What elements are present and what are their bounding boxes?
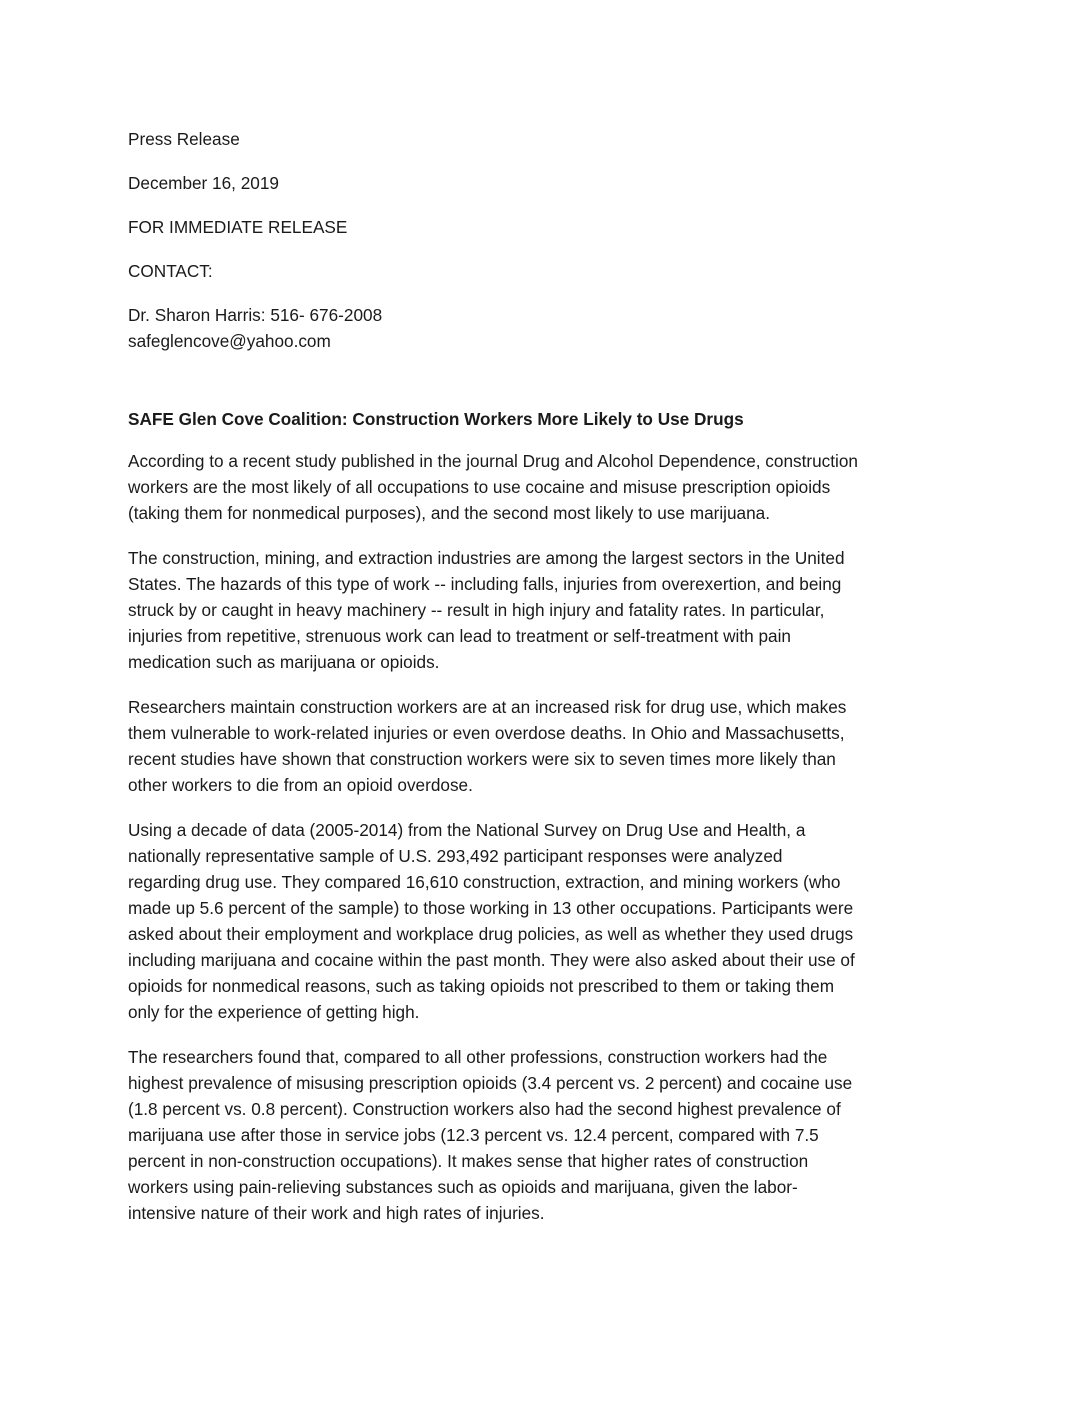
paragraph-line: workers are the most likely of all occupations to use cocaine and misuse prescription opioids [128,477,831,497]
paragraph-line: marijuana use after those in service jobs (12.3 percent vs. 12.4 percent, compared with 7.5 [128,1125,819,1145]
paragraph-line: workers using pain-relieving substances such as opioids and marijuana, given the labor- [128,1177,798,1197]
paragraph-line: nationally representative sample of U.S. 293,492 participant responses were analyzed [128,846,783,866]
paragraph-line: percent in non-construction occupations). It makes sense that higher rates of construction [128,1151,809,1171]
document-body [128,126,958,1245]
paragraph-line: regarding drug use. They compared 16,610 construction, extraction, and mining workers (who [128,872,841,892]
paragraph-line: (1.8 percent vs. 0.8 percent). Construction workers also had the second highest prevalence of [128,1099,841,1119]
paragraph-line: other workers to die from an opioid overdose. [128,775,473,795]
paragraph-line: Using a decade of data (2005-2014) from the National Survey on Drug Use and Health, a [128,820,806,840]
paragraph-line: Researchers maintain construction workers are at an increased risk for drug use, which makes [128,697,847,717]
paragraph-line: medication such as marijuana or opioids. [128,652,440,672]
paragraph-line: recent studies have shown that construction workers were six to seven times more likely than [128,749,836,769]
contact-email[interactable]: safeglencove@yahoo.com [128,331,331,351]
paragraph-line: made up 5.6 percent of the sample) to those working in 13 other occupations. Participants were [128,898,854,918]
contact-block [128,302,958,354]
paragraph-1 [128,448,958,526]
paragraph-line: (taking them for nonmedical purposes), and the second most likely to use marijuana. [128,503,770,523]
paragraph-2 [128,545,958,675]
paragraph-line: only for the experience of getting high. [128,1002,420,1022]
paragraph-line: including marijuana and cocaine within the past month. They were also asked about their use of [128,950,855,970]
paragraph-line: The construction, mining, and extraction industries are among the largest sectors in the United [128,548,845,568]
contact-name-phone: Dr. Sharon Harris: 516- 676-2008 [128,305,383,325]
headline: SAFE Glen Cove Coalition: Construction Workers More Likely to Use Drugs [128,409,744,429]
release-date: December 16, 2019 [128,173,279,193]
doc-type-label: Press Release [128,129,240,149]
paragraph-line: struck by or caught in heavy machinery -- result in high injury and fatality rates. In particular, [128,600,825,620]
paragraph-line: The researchers found that, compared to all other professions, construction workers had the [128,1047,828,1067]
paragraph-line: highest prevalence of misusing prescription opioids (3.4 percent vs. 2 percent) and cocaine use [128,1073,853,1093]
paragraph-line: asked about their employment and workplace drug policies, as well as whether they used drugs [128,924,854,944]
paragraph-line: States. The hazards of this type of work -- including falls, injuries from overexertion, and being [128,574,842,594]
paragraph-line: According to a recent study published in the journal Drug and Alcohol Dependence, construction [128,451,858,471]
paragraph-line: opioids for nonmedical reasons, such as taking opioids not prescribed to them or taking them [128,976,835,996]
contact-label: CONTACT: [128,261,213,281]
paragraph-line: injuries from repetitive, strenuous work can lead to treatment or self-treatment with pain [128,626,791,646]
paragraph-3 [128,694,958,798]
paragraph-5 [128,1044,958,1226]
paragraph-line: them vulnerable to work-related injuries or even overdose deaths. In Ohio and Massachusetts, [128,723,845,743]
paragraph-line: intensive nature of their work and high rates of injuries. [128,1203,545,1223]
release-notice: FOR IMMEDIATE RELEASE [128,217,348,237]
paragraph-4 [128,817,958,1025]
